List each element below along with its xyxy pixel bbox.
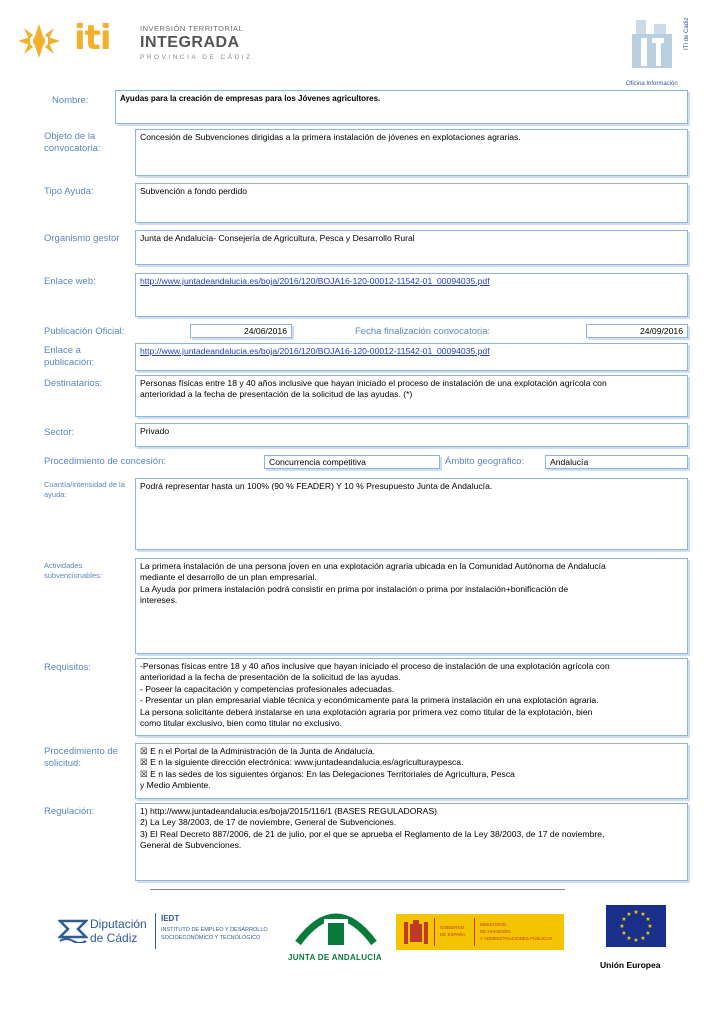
- ambito-label: Ámbito geográfico:: [445, 456, 525, 467]
- diputacion-logo: [58, 913, 158, 949]
- junta-arch-icon: [294, 897, 378, 947]
- ambito-value: Andalucía: [545, 455, 688, 469]
- svg-text:★: ★: [640, 935, 646, 942]
- gobierno-logo: [396, 914, 564, 950]
- procedimiento-value: Concurrencia competitiva: [264, 455, 440, 469]
- diputacion-text1: Diputación: [90, 917, 147, 931]
- tipo-label: Tipo Ayuda:: [44, 186, 94, 197]
- requisitos-line: La persona solicitante deberá instalarse en una explotación agraria por primera vez como titular de la explotación, bien: [140, 706, 593, 717]
- oficina-caption: Oficina Información: [626, 81, 678, 87]
- enlace-web-field: [135, 273, 688, 317]
- tipo-field: [135, 183, 688, 223]
- enlace-pub-field: [135, 343, 688, 371]
- gobierno-line1: GOBIERNO: [440, 925, 465, 930]
- objeto-value: Concesión de Subvenciones dirigidas a la primera instalación de jóvenes en explotaciones agrarias.: [140, 132, 521, 142]
- enlace-web-label: Enlace web:: [44, 276, 96, 287]
- cuantia-value: Podrá representar hasta un 100% (90 % FEADER) Y 10 % Presupuesto Junta de Andalucía.: [140, 481, 493, 491]
- iedt-line1: INSTITUTO DE EMPLEO Y DESARROLLO: [161, 927, 268, 933]
- svg-text:★: ★: [621, 916, 627, 923]
- objeto-label: Objeto de la convocatoria:: [44, 131, 101, 154]
- header-line1: INVERSIÓN TERRITORIAL: [140, 24, 244, 33]
- gobierno-line2: DE ESPAÑA: [440, 932, 466, 937]
- organismo-value: Junta de Andalucía- Consejería de Agricultura, Pesca y Desarrollo Rural: [140, 233, 415, 243]
- footer-divider: [150, 889, 565, 890]
- svg-text:★: ★: [619, 923, 625, 930]
- svg-text:★: ★: [626, 935, 632, 942]
- tipo-value: Subvención a fondo perdido: [140, 186, 248, 196]
- proc-solicitud-line: ☒ E n el Portal de la Administración de la Junta de Andalucía.: [140, 746, 376, 756]
- junta-text: JUNTA DE ANDALUCIA: [288, 953, 382, 962]
- enlace-web-link[interactable]: http://www.juntadeandalucia.es/boja/2016/120/BOJA16-120-00012-11542-01_00094035.pdf: [140, 276, 490, 286]
- requisitos-line: como titular exclusivo, bien como titular no exclusivo.: [140, 718, 343, 729]
- sun-icon: [18, 24, 60, 58]
- ministerio-line3: Y ADMINISTRACIONES PÚBLICAS: [480, 936, 553, 941]
- destinatarios-line: Personas físicas entre 18 y 40 años inclusive que hayan iniciado el proceso de instalación de una explotación agrícola con: [140, 378, 607, 388]
- iedt-title: IEDT: [161, 914, 180, 923]
- regulacion-line: General de Subvenciones.: [140, 840, 242, 851]
- eu-text: Unión Europea: [600, 960, 661, 970]
- ministerio-separator: [474, 918, 475, 946]
- svg-text:★: ★: [633, 909, 639, 916]
- svg-text:★: ★: [626, 911, 632, 918]
- svg-text:★: ★: [645, 916, 651, 923]
- organismo-field: [135, 230, 688, 265]
- sector-label: Sector:: [44, 427, 75, 438]
- svg-text:★: ★: [633, 937, 639, 944]
- gobierno-separator: [434, 918, 435, 946]
- actividades-line: La Ayuda por primera instalación podrá consistir en prima por instalación o prima por instalación+bonificación de: [140, 583, 569, 594]
- nombre-value: Ayudas para la creación de empresas para los Jóvenes agricultores.: [120, 94, 381, 103]
- actividades-field: [135, 558, 688, 654]
- eu-flag-icon: [606, 905, 666, 947]
- proc-solicitud-line: ☒ E n la siguiente dirección electrónica: www.juntadeandalucia.es/agriculturaypesca.: [140, 757, 464, 768]
- destinatarios-label: Destinatarios:: [44, 378, 103, 389]
- proc-solicitud-line: ☒ E n las sedes de los siguientes órganos: En las Delegaciones Territoriales de Agricultura, Pesca: [140, 768, 515, 779]
- diputacion-text2: de Cádiz: [90, 931, 138, 945]
- enlace-pub-label: Enlace a publicación:: [44, 345, 95, 368]
- actividades-line: mediante el desarrollo de un plan empresarial.: [140, 572, 317, 583]
- iti-logo: [18, 18, 258, 66]
- regulacion-line: 2) La Ley 38/2003, de 17 de noviembre, General de Subvenciones.: [140, 817, 397, 828]
- ministerio-line2: DE HACIENDA: [480, 929, 511, 934]
- iedt-logo: [161, 914, 281, 950]
- proc-solicitud-line: y Medio Ambiente.: [140, 780, 211, 791]
- actividades-line: La primera instalación de una persona joven en una explotación agraria ubicada en la Comunidad Autónoma de Andalucía: [140, 561, 606, 571]
- sector-field: [135, 423, 688, 447]
- header-line3: PROVINCIA DE CÁDIZ: [140, 54, 253, 61]
- proc-solicitud-field: [135, 743, 688, 799]
- regulacion-field: [135, 803, 688, 881]
- objeto-field: [135, 129, 688, 176]
- enlace-pub-link[interactable]: http://www.juntadeandalucia.es/boja/2016/120/BOJA16-120-00012-11542-01_00094035.pdf: [140, 346, 490, 356]
- svg-text:★: ★: [645, 930, 651, 937]
- svg-text:★: ★: [647, 923, 653, 930]
- iedt-line2: SOCIOECONÓMICO Y TECNOLÓGICO: [161, 935, 261, 941]
- proc-solicitud-label: Procedimiento de solicitud:: [44, 746, 118, 769]
- procedimiento-label: Procedimiento de concesión:: [44, 456, 166, 467]
- building-icon: [632, 20, 672, 70]
- wave-icon: [58, 917, 88, 943]
- requisitos-line: - Poseer la capacitación y competencias profesionales adecuadas.: [140, 683, 395, 694]
- organismo-label: Organismo gestor: [44, 233, 120, 244]
- regulacion-line: 3) El Real Decreto 887/2006, de 21 de julio, por el que se aprueba el Reglamento de la Ley 38/2003, de 17 de noviembre,: [140, 828, 605, 839]
- coat-of-arms-icon: [402, 918, 430, 946]
- junta-logo: [288, 897, 383, 967]
- regulacion-label: Regulación:: [44, 806, 95, 817]
- publicacion-value: 24/06/2016: [190, 324, 292, 338]
- requisitos-label: Requisitos:: [44, 662, 91, 673]
- iti-cadiz-vertical: ITI de Cádiz: [684, 17, 690, 50]
- eu-logo: [596, 905, 682, 975]
- ministerio-line1: MINISTERIO: [480, 922, 507, 927]
- requisitos-line: -Personas físicas entre 18 y 40 años inclusive que hayan iniciado el proceso de instalación de una explotación agrícola con: [140, 661, 610, 671]
- iti-cadiz-logo: [618, 17, 708, 90]
- destinatarios-field: [135, 375, 688, 417]
- header-line2: INTEGRADA: [140, 34, 240, 51]
- fecha-fin-label: Fecha finalización convocatoria:: [355, 326, 491, 337]
- requisitos-line: - Presentar un plan empresarial viable técnica y económicamente para la primera instalación en una explotación agraria.: [140, 695, 599, 706]
- nombre-field: [115, 90, 688, 124]
- publicacion-label: Publicación Oficial:: [44, 326, 125, 337]
- sector-value: Privado: [140, 426, 170, 436]
- svg-text:★: ★: [621, 930, 627, 937]
- requisitos-field: [135, 658, 688, 736]
- cuantia-field: [135, 478, 688, 550]
- svg-text:★: ★: [640, 911, 646, 918]
- iti-brand: iti: [74, 18, 111, 58]
- destinatarios-line: anterioridad a la fecha de presentación de la solicitud de las ayudas. (*): [140, 389, 413, 400]
- regulacion-line: 1) http://www.juntadeandalucia.es/boja/2015/116/1 (BASES REGULADORAS): [140, 806, 437, 816]
- actividades-line: intereses.: [140, 595, 178, 606]
- fecha-fin-value: 24/09/2016: [586, 324, 688, 338]
- iedt-divider: [155, 913, 156, 949]
- requisitos-line: anterioridad a la fecha de presentación de la solicitud de las ayudas.: [140, 672, 401, 683]
- cuantia-label: Cuantía/intensidad de la ayuda:: [44, 480, 125, 499]
- actividades-label: Actividades subvencionables:: [44, 561, 102, 580]
- nombre-label: Nombre:: [52, 95, 89, 106]
